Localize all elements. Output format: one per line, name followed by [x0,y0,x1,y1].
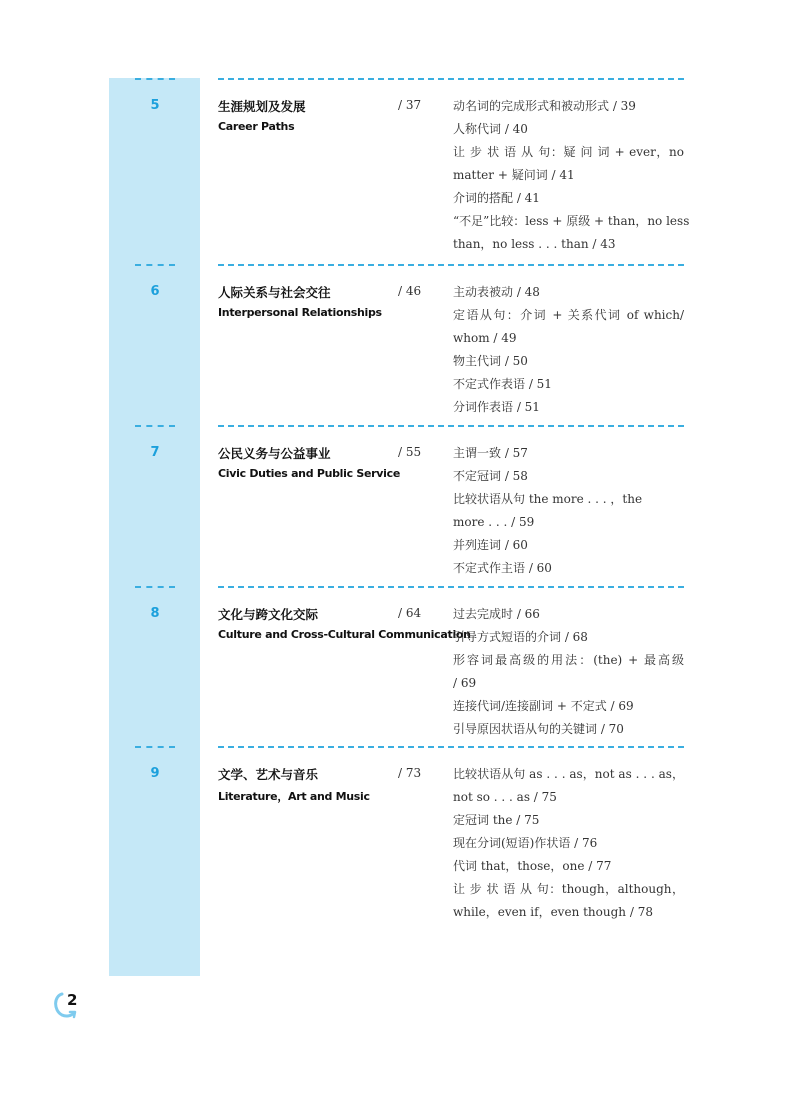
topic-line: 代词 that，those，one / 77 [453,859,612,873]
topic-line: “不足”比较：less + 原级 + than，no less [453,214,690,228]
topic-line: 比较状语从句 as . . . as，not as . . . as， [453,767,684,781]
grammar-topics [453,763,684,924]
topic-line: 主谓一致 / 57 [453,446,528,460]
unit-number: 9 [150,766,160,781]
topic-line: 不定式作表语 / 51 [453,377,552,391]
unit-title-cn[interactable]: 人际关系与社会交往 [218,285,331,300]
topic-line: 主动表被动 / 48 [453,285,540,299]
unit-page-number: / 73 [398,766,422,780]
unit-title-en[interactable]: Civic Duties and Public Service [218,467,401,480]
grammar-topics [453,95,690,256]
topic-line: 人称代词 / 40 [453,122,528,136]
unit-number: 6 [150,284,160,299]
topic-line: 比较状语从句 the more . . . ，the [453,492,643,506]
unit-number: 8 [150,606,160,621]
page-number: 2 [67,991,78,1009]
topic-line: 并列连词 / 60 [453,538,528,552]
unit-page-number: / 46 [398,284,422,298]
grammar-topics [453,603,684,741]
topic-line: 分词作表语 / 51 [453,400,540,414]
topic-line: not so . . . as / 75 [453,790,557,804]
divider-left [135,746,175,748]
unit-title-en[interactable]: Culture and Cross-Cultural Communication [218,628,471,641]
unit-block [109,78,690,259]
topic-line: 连接代词/连接副词 + 不定式 / 69 [453,699,634,713]
unit-number: 5 [150,98,160,113]
topic-line: 让 步 状 语 从 句：though，although， [453,882,684,896]
topic-line: 定冠词 the / 75 [453,813,540,827]
topic-line: than，no less . . . than / 43 [453,237,616,251]
topic-line: more . . . / 59 [453,515,535,529]
topic-line: 动名词的完成形式和被动形式 / 39 [453,99,636,113]
topic-line: 让 步 状 语 从 句：疑 问 词 + ever，no [453,145,684,159]
grammar-topics [453,442,684,580]
unit-page-number: / 55 [398,445,422,459]
unit-block [109,264,684,422]
grammar-topics [453,281,684,419]
unit-page-number: / 37 [398,98,422,112]
unit-title-en[interactable]: Career Paths [218,120,295,133]
topic-line: whom / 49 [453,331,517,345]
topic-line: 引导原因状语从句的关键词 / 70 [453,722,624,736]
topic-line: 介词的搭配 / 41 [453,191,540,205]
topic-line: 形容词最高级的用法：(the) + 最高级 [453,653,684,667]
topic-line: 引导方式短语的介词 / 68 [453,630,588,644]
topic-line: 物主代词 / 50 [453,354,528,368]
divider-left [135,586,175,588]
divider-right [218,264,684,266]
topic-line: / 69 [453,676,477,690]
divider-right [218,586,684,588]
unit-number: 7 [150,445,160,460]
divider-left [135,264,175,266]
unit-title-en[interactable]: Interpersonal Relationships [218,306,382,319]
divider-left [135,78,175,80]
unit-title-cn[interactable]: 文学、艺术与音乐 [218,767,319,782]
unit-title-cn[interactable]: 生涯规划及发展 [218,99,306,114]
unit-page-number: / 64 [398,606,422,620]
topic-line: matter + 疑问词 / 41 [453,168,575,182]
unit-title-cn[interactable]: 文化与跨文化交际 [218,607,319,622]
topic-line: 不定式作主语 / 60 [453,561,552,575]
topic-line: 不定冠词 / 58 [453,469,528,483]
unit-block [109,425,684,583]
divider-right [218,746,684,748]
divider-left [135,425,175,427]
topic-line: 定语从句：介词 + 关系代词 of which/ [453,308,684,322]
divider-right [218,425,684,427]
topic-line: 过去完成时 / 66 [453,607,540,621]
topic-line: while，even if，even though / 78 [453,905,653,919]
unit-block [109,586,684,744]
unit-block [109,746,684,927]
topic-line: 现在分词(短语)作状语 / 76 [453,836,598,850]
divider-right [218,78,684,80]
unit-title-en[interactable]: Literature，Art and Music [218,790,370,803]
unit-title-cn[interactable]: 公民义务与公益事业 [218,446,331,461]
